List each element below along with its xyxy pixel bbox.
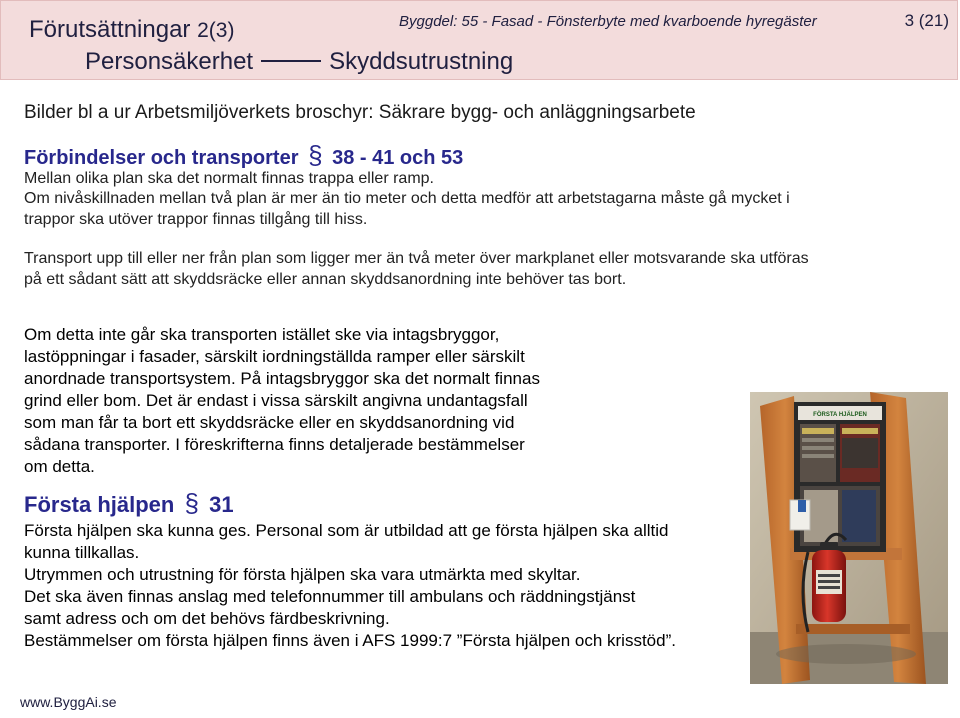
page-number: 3 (21) [904,11,949,30]
paragraph: Om nivåskillnaden mellan två plan är mer än tio meter och detta medför att arbetstagarna måste gå mycket i trappor ska utöver trappor finnas tillgång till hiss. [24,190,790,228]
paragraph-sign-icon: § [184,488,199,518]
section-heading-transport: Förbindelser och transporter § 38 - 41 och 53 [24,140,464,170]
slide-header [0,0,958,80]
slide-title: Förutsättningar 2(3) [29,16,235,43]
text-line: Det ska även finnas anslag med telefonnummer till ambulans och räddningstjänst [24,587,636,606]
text-line: Bestämmelser om första hjälpen finns även i AFS 1999:7 ”Första hjälpen och krisstöd”. [24,631,676,650]
intro-line: Bilder bl a ur Arbetsmiljöverkets broschyr: Säkrare bygg- och anläggningsarbete [24,102,696,123]
text-line: samt adress och om det behövs färdbeskrivning. [24,609,390,628]
first-aid-station-photo [750,392,948,684]
text-line: kunna tillkallas. [24,543,140,562]
footer-website: www.ByggAi.se [20,694,117,710]
section-heading-first-aid: Första hjälpen § 31 [24,488,234,518]
paragraph-sign-icon: § [308,140,323,170]
first-aid-text [24,520,744,652]
subtitle-dash [261,60,321,62]
slide-subtitle: Personsäkerhet Skyddsutrustning [85,48,514,75]
paragraph: Transport upp till eller ner från plan som ligger mer än två meter över markplanet eller motsvarande ska utföras på ett sådant sätt att skyddsräcke eller annan skyddsanordning inte behöver tas bort. [24,250,809,288]
sign-text: FÖRSTA HJÄLPEN [813,412,867,418]
text-line: Första hjälpen ska kunna ges. Personal som är utbildad att ge första hjälpen ska alltid [24,521,669,540]
paragraph: Mellan olika plan ska det normalt finnas trappa eller ramp. [24,170,434,187]
project-label: Byggdel: 55 - Fasad - Fönsterbyte med kvarboende hyregäster [399,13,817,30]
slide-title-part: 2(3) [197,19,235,42]
text-line: Utrymmen och utrustning för första hjälpen ska vara utmärkta med skyltar. [24,565,581,584]
paragraph: Om detta inte går ska transporten istället ske via intagsbryggor, lastöppningar i fasader, särskilt iordningställda ramper eller särskilt anordnade transportsystem. På intagsbryggor ska det normalt finnas grind eller bom. Det är endast i vissa särskilt angivna undantagsfall som man får ta bort ett skyddsräcke eller en skyddsanordning vid sådana transporter. I föreskrifterna finns detaljerade bestämmelser om detta. [24,325,540,476]
